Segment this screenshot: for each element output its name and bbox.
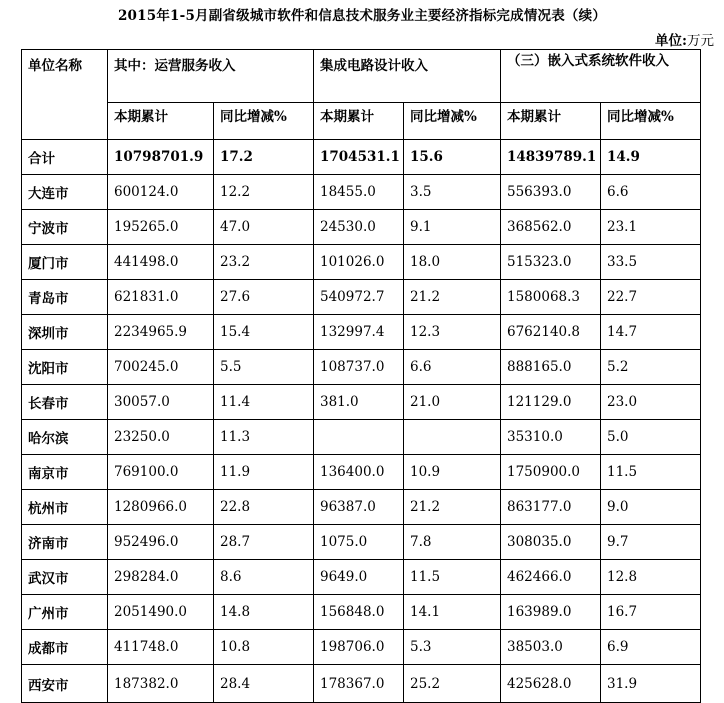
row-name-cell: 厦门市: [22, 245, 108, 280]
value-cell: 10.8: [214, 630, 314, 665]
value-cell: 2234965.9: [108, 315, 214, 350]
value-cell: 425628.0: [501, 665, 601, 703]
value-cell: 96387.0: [314, 490, 404, 525]
value-cell: 101026.0: [314, 245, 404, 280]
value-cell: 12.8: [601, 560, 701, 595]
value-cell: 28.7: [214, 525, 314, 560]
value-cell: 6.6: [404, 350, 501, 385]
value-cell: 769100.0: [108, 455, 214, 490]
value-cell: 1750900.0: [501, 455, 601, 490]
value-cell: 381.0: [314, 385, 404, 420]
header-group-ic-design: 集成电路设计收入: [314, 50, 501, 103]
value-cell: 18455.0: [314, 175, 404, 210]
value-cell: 11.9: [214, 455, 314, 490]
value-cell: 462466.0: [501, 560, 601, 595]
value-cell: 27.6: [214, 280, 314, 315]
value-cell: 11.3: [214, 420, 314, 455]
value-cell: 33.5: [601, 245, 701, 280]
header-sub-cell: 本期累计: [501, 103, 601, 140]
table-row: [22, 420, 701, 455]
value-cell: 540972.7: [314, 280, 404, 315]
value-cell: 12.3: [404, 315, 501, 350]
value-cell: 9.0: [601, 490, 701, 525]
value-cell: 600124.0: [108, 175, 214, 210]
value-cell: 7.8: [404, 525, 501, 560]
value-cell: 178367.0: [314, 665, 404, 703]
value-cell: 198706.0: [314, 630, 404, 665]
value-cell: 368562.0: [501, 210, 601, 245]
value-cell: 22.7: [601, 280, 701, 315]
value-cell: 156848.0: [314, 595, 404, 630]
value-cell: 1704531.1: [314, 140, 404, 175]
value-cell: 6.9: [601, 630, 701, 665]
header-row-2: [22, 103, 701, 140]
value-cell: 863177.0: [501, 490, 601, 525]
value-cell: 24530.0: [314, 210, 404, 245]
table-row: [22, 245, 701, 280]
value-cell: 132997.4: [314, 315, 404, 350]
value-cell: 30057.0: [108, 385, 214, 420]
value-cell: 10.9: [404, 455, 501, 490]
value-cell: 298284.0: [108, 560, 214, 595]
value-cell: 187382.0: [108, 665, 214, 703]
header-sub-cell: 同比增减%: [214, 103, 314, 140]
value-cell: 14.7: [601, 315, 701, 350]
row-name-cell: 武汉市: [22, 560, 108, 595]
row-name-cell: 青岛市: [22, 280, 108, 315]
value-cell: 441498.0: [108, 245, 214, 280]
value-cell: 9.1: [404, 210, 501, 245]
header-group-operation: 其中：运营服务收入: [108, 50, 314, 103]
value-cell: 11.5: [601, 455, 701, 490]
value-cell: 21.0: [404, 385, 501, 420]
table-row: [22, 315, 701, 350]
value-cell: 15.4: [214, 315, 314, 350]
table-row: [22, 455, 701, 490]
value-cell: 22.8: [214, 490, 314, 525]
row-name-cell: 哈尔滨: [22, 420, 108, 455]
row-name-cell: 合计: [22, 140, 108, 175]
value-cell: 3.5: [404, 175, 501, 210]
value-cell: 163989.0: [501, 595, 601, 630]
value-cell: 308035.0: [501, 525, 601, 560]
table-row: [22, 595, 701, 630]
value-cell: 38503.0: [501, 630, 601, 665]
value-cell: 25.2: [404, 665, 501, 703]
row-name-cell: 深圳市: [22, 315, 108, 350]
value-cell: 23.1: [601, 210, 701, 245]
value-cell: 5.5: [214, 350, 314, 385]
value-cell: 6.6: [601, 175, 701, 210]
value-cell: 23.2: [214, 245, 314, 280]
row-name-cell: 长春市: [22, 385, 108, 420]
value-cell: 12.2: [214, 175, 314, 210]
value-cell: 47.0: [214, 210, 314, 245]
value-cell: 14.8: [214, 595, 314, 630]
value-cell: 136400.0: [314, 455, 404, 490]
value-cell: 21.2: [404, 490, 501, 525]
value-cell: 6762140.8: [501, 315, 601, 350]
unit-prefix: 单位:: [655, 33, 687, 49]
value-cell: 195265.0: [108, 210, 214, 245]
value-cell: 14.9: [601, 140, 701, 175]
table-row: [22, 175, 701, 210]
value-cell: [404, 420, 501, 455]
row-name-cell: 成都市: [22, 630, 108, 665]
value-cell: 5.2: [601, 350, 701, 385]
table-row: [22, 665, 701, 703]
value-cell: 1280966.0: [108, 490, 214, 525]
row-name-cell: 西安市: [22, 665, 108, 703]
header-sub-cell: 本期累计: [314, 103, 404, 140]
header-name-col: 单位名称: [22, 50, 108, 140]
header-sub-cell: 同比增减%: [601, 103, 701, 140]
indicator-table: [21, 49, 701, 703]
header-row-1: [22, 50, 701, 103]
value-cell: 8.6: [214, 560, 314, 595]
value-cell: 16.7: [601, 595, 701, 630]
value-cell: 121129.0: [501, 385, 601, 420]
total-row: [22, 140, 701, 175]
value-cell: 18.0: [404, 245, 501, 280]
row-name-cell: 杭州市: [22, 490, 108, 525]
row-name-cell: 大连市: [22, 175, 108, 210]
row-name-cell: 济南市: [22, 525, 108, 560]
value-cell: 14.1: [404, 595, 501, 630]
value-cell: 10798701.9: [108, 140, 214, 175]
value-cell: 11.4: [214, 385, 314, 420]
value-cell: [314, 420, 404, 455]
value-cell: 952496.0: [108, 525, 214, 560]
value-cell: 1580068.3: [501, 280, 601, 315]
value-cell: 411748.0: [108, 630, 214, 665]
row-name-cell: 广州市: [22, 595, 108, 630]
value-cell: 700245.0: [108, 350, 214, 385]
table-row: [22, 280, 701, 315]
table-row: [22, 385, 701, 420]
header-sub-cell: 本期累计: [108, 103, 214, 140]
value-cell: 17.2: [214, 140, 314, 175]
value-cell: 1075.0: [314, 525, 404, 560]
value-cell: 621831.0: [108, 280, 214, 315]
table-row: [22, 525, 701, 560]
value-cell: 9.7: [601, 525, 701, 560]
unit-value: 万元: [687, 33, 714, 49]
value-cell: 108737.0: [314, 350, 404, 385]
value-cell: 28.4: [214, 665, 314, 703]
header-group-embedded: （三）嵌入式系统软件收入: [501, 50, 701, 103]
table-row: [22, 560, 701, 595]
value-cell: 21.2: [404, 280, 501, 315]
value-cell: 888165.0: [501, 350, 601, 385]
table-row: [22, 630, 701, 665]
unit-label: [655, 29, 714, 49]
value-cell: 515323.0: [501, 245, 601, 280]
table-row: [22, 490, 701, 525]
row-name-cell: 宁波市: [22, 210, 108, 245]
table-row: [22, 210, 701, 245]
value-cell: 5.3: [404, 630, 501, 665]
value-cell: 15.6: [404, 140, 501, 175]
row-name-cell: 南京市: [22, 455, 108, 490]
value-cell: 23.0: [601, 385, 701, 420]
value-cell: 23250.0: [108, 420, 214, 455]
value-cell: 9649.0: [314, 560, 404, 595]
value-cell: 35310.0: [501, 420, 601, 455]
table-title: 2015年1-5月副省级城市软件和信息技术服务业主要经济指标完成情况表（续）: [117, 8, 607, 24]
table-row: [22, 350, 701, 385]
value-cell: 14839789.1: [501, 140, 601, 175]
value-cell: 5.0: [601, 420, 701, 455]
value-cell: 556393.0: [501, 175, 601, 210]
value-cell: 31.9: [601, 665, 701, 703]
value-cell: 11.5: [404, 560, 501, 595]
row-name-cell: 沈阳市: [22, 350, 108, 385]
header-sub-cell: 同比增减%: [404, 103, 501, 140]
value-cell: 2051490.0: [108, 595, 214, 630]
